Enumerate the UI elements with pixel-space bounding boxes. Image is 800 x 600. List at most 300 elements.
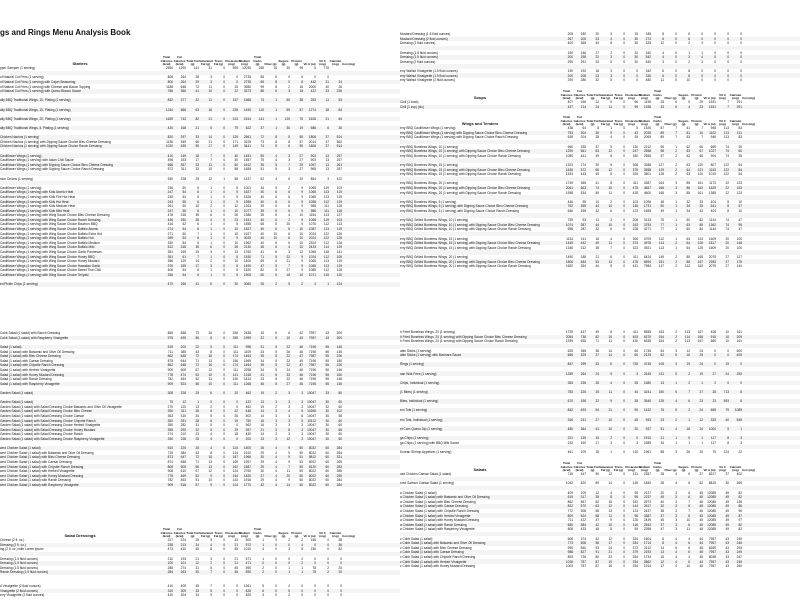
row-value: 21 — [234, 556, 238, 561]
row-value: 13 — [608, 259, 612, 264]
row-value: 665 — [710, 408, 716, 413]
row-value: 11 — [208, 162, 212, 167]
row-value: 0 — [223, 593, 225, 598]
wings-header — [400, 112, 800, 126]
row-label: erry BBQ Cauliflower Wings (1 serving) with Dipping Sauce Choice Bleu Cheese Dressing — [400, 130, 528, 135]
row-value: 3025 — [243, 236, 251, 241]
row-value: 2 — [275, 282, 277, 287]
row-value: 22 — [595, 100, 599, 105]
row-value: 40 — [260, 231, 264, 236]
row-label: xed Chicken Caesar Salad (1 salad) — [400, 472, 452, 477]
table-row — [0, 241, 400, 246]
row-value: 35 — [699, 204, 703, 209]
row-value: 49 — [725, 513, 729, 518]
table-row — [0, 176, 400, 181]
row-value: 60 — [338, 404, 342, 409]
row-value: 1 — [210, 268, 212, 273]
row-value: 12 — [299, 250, 303, 255]
row-value: 7957 — [708, 541, 716, 546]
row-value: 1999 — [243, 335, 251, 340]
row-value: 50 — [299, 464, 303, 469]
row-value: 471 — [245, 561, 251, 566]
row-value: 41 — [595, 426, 599, 431]
column-header: Total Fat (g) — [586, 118, 599, 126]
row-value: 120 — [336, 273, 342, 278]
table-row — [0, 227, 400, 232]
row-value: 11 — [608, 513, 612, 518]
row-value: 5555 — [643, 330, 651, 335]
row-value: 6 — [610, 227, 612, 232]
row-label: Cauliflower Wings (1 serving) with Wing Sauce Choice Sweet Thai Chili — [0, 268, 101, 273]
row-value: 161 — [697, 181, 703, 186]
row-value: 112 — [323, 254, 329, 259]
row-value: 47 — [299, 363, 303, 368]
row-value: 46 — [699, 499, 703, 504]
row-value: 1087 — [308, 227, 316, 232]
row-value: 10 — [273, 236, 277, 241]
row-value: 43 — [634, 130, 638, 135]
table-row — [0, 153, 400, 158]
row-value: 6 — [662, 73, 664, 78]
row-value: 7 — [288, 464, 290, 469]
row-value: 286 — [580, 78, 586, 83]
row-value: 122 — [323, 236, 329, 241]
row-value: 114 — [684, 334, 690, 339]
row-value: 1 — [610, 126, 612, 131]
row-value: 267 — [567, 36, 573, 41]
row-value: 100 — [736, 245, 742, 250]
row-value: 0 — [314, 542, 316, 547]
row-value: 1 — [210, 231, 212, 236]
row-value: 0 — [340, 593, 342, 598]
row-value: 647 — [180, 455, 186, 460]
row-value: 6 — [210, 245, 212, 250]
row-value: 4600 — [643, 190, 651, 195]
row-value: 38 — [338, 538, 342, 543]
row-value: 1639 — [165, 116, 173, 121]
row-value: 3 — [675, 499, 677, 504]
salads-rows — [400, 472, 800, 568]
section-title: Wings and Tenders — [461, 121, 499, 126]
row-value: 131 — [658, 371, 664, 376]
row-value: 30 — [634, 55, 638, 60]
table-row — [0, 460, 400, 465]
row-value: 174 — [232, 354, 238, 359]
row-value: 149 — [658, 254, 664, 259]
row-value: 0 — [236, 436, 238, 441]
row-value: 873 — [167, 455, 173, 460]
row-value: 75 — [169, 400, 173, 405]
row-value: 369 — [736, 481, 742, 486]
row-value: 6 — [675, 100, 677, 105]
row-value: 2 — [688, 59, 690, 64]
row-value: 960 — [567, 144, 573, 149]
row-value: 274 — [580, 163, 586, 168]
row-value: 27 — [699, 390, 703, 395]
row-value: 60 — [338, 436, 342, 441]
row-value: 73 — [260, 139, 264, 144]
row-value: 12 — [234, 204, 238, 209]
row-value: 0 — [223, 194, 225, 199]
row-value: 14 — [208, 135, 212, 140]
row-value: 0 — [623, 504, 625, 509]
row-value: 1414 — [243, 377, 251, 382]
row-value: 6335 — [643, 339, 651, 344]
row-value: 22 — [738, 449, 742, 454]
row-value: 1144 — [709, 218, 716, 223]
row-value: 1080 — [565, 153, 573, 158]
row-value: 0 — [727, 353, 729, 358]
row-value: 0 — [727, 380, 729, 385]
table-row — [0, 437, 400, 442]
row-value: 7957 — [708, 564, 716, 569]
row-value: 6 — [288, 190, 290, 195]
table-row — [400, 154, 800, 159]
row-value: 0 — [740, 73, 742, 78]
row-value: 352 — [167, 418, 173, 423]
row-value: 10 — [234, 208, 238, 213]
row-value: 54 — [182, 236, 186, 241]
row-value: 2258 — [243, 368, 251, 373]
row-value: 75 — [260, 158, 264, 163]
row-value: 266 — [180, 282, 186, 287]
row-value: 2 — [262, 570, 264, 575]
row-value: 0 — [223, 331, 225, 336]
row-value: 113 — [323, 259, 329, 264]
table-row — [0, 135, 400, 140]
row-value: 13 — [325, 153, 329, 158]
table-row — [400, 241, 800, 246]
row-value: 5 — [275, 167, 277, 172]
row-value: 86 — [686, 259, 690, 264]
row-value: 147 — [658, 264, 664, 269]
row-value: 21 — [195, 126, 199, 131]
row-value: 1749 — [565, 181, 573, 186]
row-value: 0 — [275, 588, 277, 593]
row-value: 200 — [567, 73, 573, 78]
table-row — [0, 464, 400, 469]
row-value: 4 — [301, 542, 303, 547]
table-row — [400, 546, 800, 551]
row-value: 1817 — [708, 241, 716, 246]
row-value: 4 — [688, 554, 690, 559]
row-value: 0 — [314, 588, 316, 593]
row-value: 1555 — [243, 199, 251, 204]
row-value: 379 — [632, 550, 638, 555]
row-value: 3288 — [643, 163, 651, 168]
row-value: 313 — [232, 116, 238, 121]
row-value: 2 — [688, 41, 690, 46]
row-value: 7 — [210, 584, 212, 589]
row-value: 0 — [727, 36, 729, 41]
row-value: 6 — [688, 481, 690, 486]
row-value: 0 — [223, 144, 225, 149]
row-value: 4 — [675, 564, 677, 569]
row-value: 23 — [660, 417, 664, 422]
row-value: 45 — [699, 490, 703, 495]
row-value: 29 — [260, 450, 264, 455]
row-value: 534 — [580, 190, 586, 195]
row-value: 150 — [310, 547, 316, 552]
row-value: 820 — [167, 135, 173, 140]
row-value: 0 — [223, 404, 225, 409]
row-value: 365 — [580, 41, 586, 46]
row-value: 45 — [634, 417, 638, 422]
row-value: 51 — [686, 130, 690, 135]
row-value: 60 — [234, 162, 238, 167]
row-value: 561 — [580, 149, 586, 154]
row-value: 0 — [223, 139, 225, 144]
row-value: 55 — [195, 144, 199, 149]
row-value: 10047 — [307, 413, 316, 418]
row-value: 0 — [623, 149, 625, 154]
row-value: 14 — [660, 545, 664, 550]
row-value: 0 — [623, 522, 625, 527]
row-value: 19 — [699, 371, 703, 376]
row-value: 27 — [725, 259, 729, 264]
table-row — [0, 222, 400, 227]
row-value: 5 — [275, 162, 277, 167]
row-value: 64 — [582, 126, 586, 131]
row-value: 150 — [567, 50, 573, 55]
row-value: 10 — [234, 227, 238, 232]
row-value: 0 — [740, 362, 742, 367]
row-value: 4 — [662, 50, 664, 55]
row-value: 608 — [567, 536, 573, 541]
row-value: 1042 — [565, 481, 573, 486]
row-value: 34 — [195, 593, 199, 598]
row-value: 20 — [634, 50, 638, 55]
row-value: 113 — [336, 222, 342, 227]
row-value: 29 — [260, 464, 264, 469]
section-title: Salad Dressings — [64, 533, 96, 538]
row-value: 228 — [180, 391, 186, 396]
row-value: 33 — [195, 162, 199, 167]
row-value: 63 — [686, 163, 690, 168]
row-value: 45 — [699, 518, 703, 523]
row-value: 119 — [336, 245, 342, 250]
row-value: 45 — [195, 547, 199, 552]
row-value: 342 — [645, 69, 651, 74]
row-label: Dressing (1.5 fluid ounces) — [0, 556, 38, 561]
row-value: 2735 — [243, 80, 251, 85]
row-value: 518 — [180, 482, 186, 487]
row-value: 16 — [260, 418, 264, 423]
row-value: 3 — [675, 513, 677, 518]
row-value: 42 — [299, 331, 303, 336]
row-value: 0 — [223, 418, 225, 423]
row-value: 33 — [325, 89, 329, 94]
row-value: 1464 — [243, 363, 251, 368]
row-value: 3 — [210, 250, 212, 255]
row-value: 0 — [288, 556, 290, 561]
row-value: 2543 — [643, 522, 651, 527]
row-value: 0 — [636, 69, 638, 74]
row-value: 7957 — [308, 335, 316, 340]
table-row — [0, 204, 400, 209]
row-value: 330 — [645, 73, 651, 78]
row-value: 2445 — [643, 371, 651, 376]
row-value: 6 — [288, 144, 290, 149]
row-value: 0 — [623, 130, 625, 135]
row-label: Cauliflower Wings (1 serving) with Wing Sauce Choice Honey Mustard — [0, 259, 100, 264]
row-value: 306 — [632, 236, 638, 241]
row-value: 524 — [580, 513, 586, 518]
row-value: 1 — [262, 538, 264, 543]
row-value: 0 — [223, 185, 225, 190]
column-header: Trans Fat (g) — [613, 464, 624, 472]
row-value: 289 — [167, 236, 173, 241]
row-value: 1627 — [243, 190, 251, 195]
row-value: 115 — [632, 449, 638, 454]
row-value: 1939 — [565, 339, 573, 344]
row-value: 86 — [260, 89, 264, 94]
row-value: 7 — [727, 104, 729, 109]
row-value: 45 — [699, 509, 703, 514]
row-value: 1085 — [308, 268, 316, 273]
row-value: 1609 — [708, 236, 716, 241]
row-value: 20 — [725, 236, 729, 241]
row-value: 1268 — [243, 381, 251, 386]
row-value: 975 — [167, 335, 173, 340]
row-value: 7984 — [643, 264, 651, 269]
row-value: 56 — [234, 176, 238, 181]
row-value: 6 — [610, 254, 612, 259]
row-value: 11 — [208, 84, 212, 89]
section-title: Starters — [72, 61, 88, 66]
column-header: Vit A (iu) — [703, 467, 716, 472]
row-value: 12 — [660, 559, 664, 564]
row-value: 10 — [608, 417, 612, 422]
row-value: 40 — [595, 41, 599, 46]
row-value: 283 — [336, 464, 342, 469]
row-value: 8 — [688, 73, 690, 78]
row-value: 0 — [223, 89, 225, 94]
row-value: 49 — [725, 490, 729, 495]
row-value: 12 — [660, 41, 664, 46]
row-value: 665 — [567, 353, 573, 358]
row-value: 808 — [167, 75, 173, 80]
row-value: 113 — [323, 213, 329, 218]
row-value: 91 — [595, 550, 599, 555]
column-header: Vit C (mg) — [319, 530, 326, 538]
row-value: 1144 — [709, 227, 716, 232]
row-value: 78 — [312, 565, 316, 570]
row-value: 1 — [610, 449, 612, 454]
row-value: 6 — [197, 227, 199, 232]
row-value: 2069 — [643, 135, 651, 140]
row-value: 2026 — [643, 130, 651, 135]
row-value: 5 — [275, 372, 277, 377]
row-value: 862 — [167, 363, 173, 368]
row-value: 1109 — [244, 349, 251, 354]
row-value: 463 — [180, 478, 186, 483]
column-header: Iron (mg) — [342, 61, 355, 66]
row-value: 3 — [275, 427, 277, 432]
row-label: Garden Salad (1 salad) with Salad Dressing Choice Bleu Cheese — [0, 409, 92, 414]
row-value: 209 — [736, 334, 742, 339]
row-value: 1244 — [165, 107, 173, 112]
row-value: 12085 — [707, 504, 716, 509]
row-value: 0 — [327, 556, 329, 561]
row-value: 5 — [275, 222, 277, 227]
row-value: 644 — [180, 358, 186, 363]
row-value: 6 — [197, 199, 199, 204]
row-value: 114 — [323, 245, 329, 250]
row-value: 0 — [223, 358, 225, 363]
row-value: 725 — [167, 450, 173, 455]
row-value: 200 — [567, 55, 573, 60]
row-value: 0 — [623, 218, 625, 223]
row-value: 200 — [180, 345, 186, 350]
row-value: 18 — [595, 69, 599, 74]
row-value: 10 — [208, 167, 212, 172]
row-value: 1568 — [243, 98, 251, 103]
row-value: 55 — [325, 358, 329, 363]
table-row — [0, 584, 400, 589]
row-value: 97 — [660, 153, 664, 158]
column-header: Protein (g) — [691, 118, 702, 126]
row-value: 11 — [608, 390, 612, 395]
row-value: 318 — [180, 213, 186, 218]
table-row — [0, 264, 400, 269]
row-label: c Cobb Salad (1 salad) with Honey Mustard Dressing — [400, 564, 475, 569]
row-value: 0 — [740, 78, 742, 83]
row-value: 47 — [738, 227, 742, 232]
row-value: 30 — [286, 66, 290, 71]
row-value: 124 — [232, 446, 238, 451]
row-value: 377 — [180, 98, 186, 103]
row-value: 8 — [275, 75, 277, 80]
row-value: 0 — [223, 204, 225, 209]
table-row — [400, 564, 800, 569]
table-row — [0, 80, 400, 85]
row-value: 36 — [338, 542, 342, 547]
table-row — [0, 427, 400, 432]
row-value: 49 — [725, 509, 729, 514]
row-label: erry BBQ Boneless Wings, 5 (1 serving) with Dipping Sauce Choice Bleu Cheese Dressing — [400, 204, 528, 209]
row-value: 39 — [260, 204, 264, 209]
row-value: 1 — [701, 440, 703, 445]
row-value: 6 — [610, 208, 612, 213]
row-value: 4 — [288, 409, 290, 414]
row-value: 7 — [210, 158, 212, 163]
row-value: 204 — [580, 135, 586, 140]
row-value: 2024 — [308, 236, 316, 241]
row-value: 32 — [595, 208, 599, 213]
table-row — [400, 186, 800, 191]
row-value: 10 — [299, 231, 303, 236]
row-value: 9 — [301, 263, 303, 268]
row-label: c Cobb Salad (1 salad) — [400, 536, 433, 541]
row-value: 782 — [167, 478, 173, 483]
row-value: 9 — [610, 399, 612, 404]
row-value: 11 — [208, 98, 212, 103]
row-value: 130 — [232, 377, 238, 382]
row-value: 0 — [701, 32, 703, 37]
row-value: 0 — [223, 432, 225, 437]
row-value: 778 — [323, 66, 329, 71]
row-value: 8 — [740, 390, 742, 395]
row-value: 154 — [658, 339, 664, 344]
row-value: 474 — [180, 372, 186, 377]
row-value: 6 — [275, 84, 277, 89]
column-header: Trans Fat (g) — [613, 92, 624, 100]
table-row — [400, 209, 800, 214]
row-value: 0 — [223, 381, 225, 386]
row-label: Cauliflower Wings (1 serving) with Wing Sauce Choice Teriyaki — [0, 273, 89, 278]
column-header: Fiber (g) — [664, 95, 677, 100]
